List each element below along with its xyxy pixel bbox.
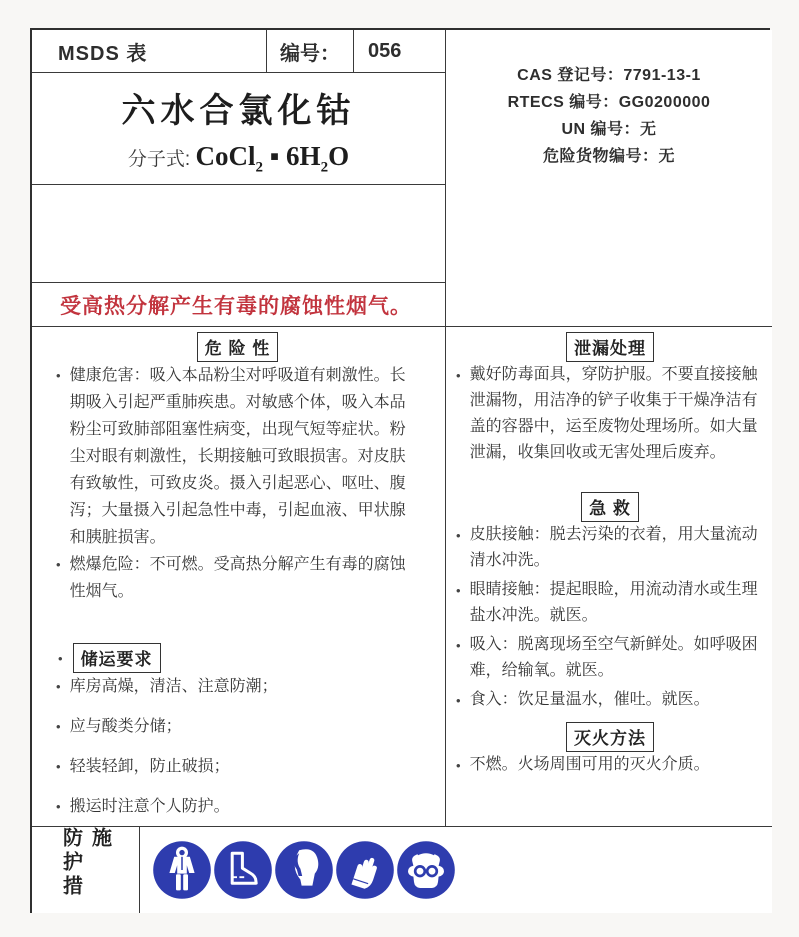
bullet-icon: •: [456, 583, 461, 598]
list-item: • 搬运时注意个人防护。: [56, 793, 419, 820]
formula-value: CoCl$_2$ ▪ $6H_2O$: [195, 141, 350, 176]
hazards-list: [56, 362, 419, 605]
section-storage-title: 储运要求: [73, 643, 161, 673]
list-item: • 轻装轻卸，防止破损；: [56, 753, 419, 780]
molecular-formula: [32, 141, 445, 176]
list-item: • 戴好防毒面具，穿防护服。不要直接接触泄漏物，用洁净的铲子收集于干燥净洁有盖的容器中，运至废物处理场所。如大量泄漏，收集回收或无害处理后废弃。: [456, 362, 764, 466]
list-item: • 健康危害：吸入本品粉尘对呼吸道有刺激性。长期吸入引起严重肺疾患。对敏感个体，吸入本品粉尘可致肺部阻塞性病变，出现气短等症状。粉尘对眼有刺激性，长期接触可致眼损害。对皮肤有致敏性，可致皮炎。摄入引起恶心、呕吐、腹泻；大量摄入引起急性中毒，引起血液、甲状腺和胰脏损害。: [56, 362, 419, 551]
list-item: • 食入：饮足量温水，催吐。就医。: [456, 687, 764, 714]
bullet-icon: •: [58, 650, 63, 666]
number-label: 编号：: [280, 42, 340, 65]
fire-list: [456, 752, 764, 779]
substance-title-cell: [32, 73, 445, 185]
bullet-icon: •: [456, 368, 461, 383]
registry-box: [445, 30, 772, 327]
bullet-icon: •: [56, 759, 61, 774]
bullet-icon: •: [456, 758, 461, 773]
section-hazards-header: [56, 332, 419, 362]
section-firstaid-header: [456, 492, 764, 522]
bullet-icon: •: [456, 638, 461, 653]
safety-goggles-icon: [396, 840, 456, 900]
section-fire-title: 灭火方法: [566, 722, 654, 752]
section-hazards-title: 危 险 性: [197, 332, 278, 362]
list-item: • 皮肤接触：脱去污染的衣着，用大量流动清水冲洗。: [456, 522, 764, 574]
registry-line: CAS 登记号：7791-13-1: [517, 67, 701, 84]
bullet-icon: •: [56, 557, 61, 572]
list-item: • 吸入：脱离现场至空气新鲜处。如呼吸困难，给输氧。就医。: [456, 632, 764, 684]
list-item: • 库房高燥，清洁、注意防潮；: [56, 673, 419, 700]
protective-gloves-icon: [335, 840, 395, 900]
msds-sheet: [30, 28, 770, 913]
section-firstaid-title: 急 救: [581, 492, 639, 522]
formula-label: 分子式:: [127, 149, 196, 170]
list-item: • 眼睛接触：提起眼睑，用流动清水或生理盐水冲洗。就医。: [456, 577, 764, 629]
section-storage-header: [56, 643, 419, 673]
warning-text: 受高热分解产生有毒的腐蚀性烟气。: [60, 294, 412, 318]
form-title: MSDS 表: [58, 42, 148, 65]
protection-label-cell: [32, 827, 140, 913]
bullet-icon: •: [56, 368, 61, 383]
bullet-icon: •: [56, 679, 61, 694]
firstaid-list: [456, 522, 764, 714]
head-protection-icon: [274, 840, 334, 900]
list-item: • 应与酸类分储；: [56, 713, 419, 740]
hazards-column: [32, 327, 445, 827]
empty-cell: [32, 185, 445, 283]
number-value-cell: [354, 30, 445, 73]
warning-banner: [32, 283, 445, 327]
protective-suit-icon: [152, 840, 212, 900]
protection-title: 防护措施: [59, 827, 111, 899]
protection-icons-cell: [140, 827, 772, 913]
bullet-icon: •: [56, 799, 61, 814]
bullet-icon: •: [56, 719, 61, 734]
number-value: 056: [368, 39, 402, 62]
list-item: • 燃爆危险：不可燃。受高热分解产生有毒的腐蚀性烟气。: [56, 551, 419, 605]
leak-list: [456, 362, 764, 466]
bullet-icon: •: [456, 693, 461, 708]
response-column: [445, 327, 772, 827]
section-leak-header: [456, 332, 764, 362]
form-title-cell: [32, 30, 267, 73]
chemical-name: 六水合氯化钴: [121, 92, 356, 130]
registry-line: 危险货物编号：无: [542, 148, 675, 165]
safety-boots-icon: [213, 840, 273, 900]
bullet-icon: •: [456, 528, 461, 543]
registry-line: UN 编号：无: [561, 121, 657, 138]
section-leak-title: 泄漏处理: [566, 332, 654, 362]
registry-line: RTECS 编号：GG0200000: [507, 94, 711, 111]
list-item: • 不燃。火场周围可用的灭火介质。: [456, 752, 764, 779]
section-fire-header: [456, 722, 764, 752]
storage-list: [56, 673, 419, 820]
number-label-cell: [267, 30, 354, 73]
